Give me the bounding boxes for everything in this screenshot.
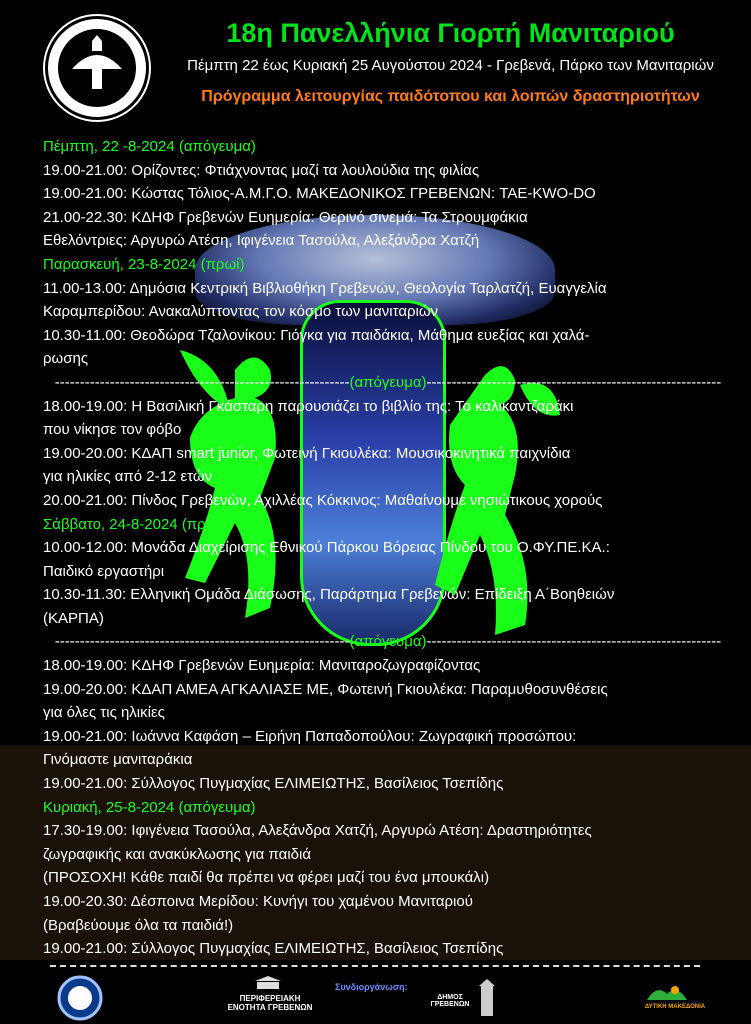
schedule-item: 21.00-22.30: ΚΔΗΦ Γρεβενών Ευημερία: Θερινό σινεμά: Τα Στρουμφάκια [43,208,528,226]
coorganization-label: Συνδιοργάνωση: [335,982,408,992]
schedule-item: 18.00-19.00: Η Βασιλική Γκάσταρη παρουσιάζει το βιβλίο της: Το καλικαντζαράκι [43,397,574,415]
schedule-item: 19.00-21.00: Ιωάννα Καφάση – Ειρήνη Παπαδοπούλου: Ζωγραφική προσώπου: [43,727,577,745]
schedule-item: 19.00-21.00: Ορίζοντες: Φτιάχνοντας μαζί τα λουλούδια της φιλίας [43,161,480,179]
schedule-item: 19.00-21.00: Σύλλογος Πυγμαχίας ΕΛΙΜΕΙΩΤΗΣ, Βασίλειος Τσεπίδης [43,940,504,958]
schedule-item: για ηλικίες από 2-12 ετών [43,468,213,486]
regional-building-icon [253,975,283,991]
separator-dashes: ----------------------------------------------------------- [54,373,350,391]
schedule-item: 17.30-19.00: Ιφιγένεια Τασούλα, Αλεξάνδρα Χατζή, Αργυρώ Ατέση: Δραστηριότητες [43,822,592,840]
schedule-item: 20.00-21.00: Πίνδος Γρεβενών, Αχιλλέας Κόκκινος: Μαθαίνουμε νησιώτικους χορούς [43,491,603,509]
schedule-item: Παιδικό εργαστήρι [43,562,165,580]
mushroom-emblem-icon [58,29,136,107]
schedule-item: 19.00-20.00: ΚΔΑΠ ΑΜΕΑ ΑΓΚΑΛΙΑΣΕ ΜΕ, Φωτεινή Γκιουλέκα: Παραμυθοσυνθέσεις [43,680,608,698]
schedule-item: 19.00-21.00: Κώστας Τόλιος-Α.Μ.Γ.Ο. ΜΑΚΕΔΟΝΙΚΟΣ ΓΡΕΒΕΝΩΝ: TAE-KWO-DO [43,185,596,203]
programme-heading: Πρόγραμμα λειτουργίας παιδότοπου και λοιπών δραστηριοτήτων [201,88,700,105]
page-header [0,0,751,130]
schedule-item: 19.00-21.00: Σύλλογος Πυγμαχίας ΕΛΙΜΕΙΩΤΗΣ, Βασίλειος Τσεπίδης [43,775,504,793]
west-macedonia-icon [645,984,689,1002]
separator-dashes: ----------------------------------------------------------- [426,373,722,391]
schedule-item: (ΠΡΟΣΟΧΗ! Κάθε παιδί θα πρέπει να φέρει μαζί του ένα μπουκάλι) [43,869,490,887]
event-dates-location: Πέμπτη 22 έως Κυριακή 25 Αυγούστου 2024 - Γρεβενά, Πάρκο των Μανιταριών [187,57,714,74]
municipality-label: ΔΗΜΟΣ ΓΡΕΒΕΝΩΝ [430,994,470,1008]
day-heading: Πέμπτη, 22 -8-2024 (απόγευμα) [43,138,256,155]
schedule-item: (Βραβεύουμε όλα τα παιδιά!) [43,916,234,934]
schedule-item: 18.00-19.00: ΚΔΗΦ Γρεβενών Ευημερία: Μανιταροζωγραφίζοντας [43,657,481,675]
day-heading: Σάββατο, 24-8-2024 (πρωί) [43,515,226,533]
west-macedonia-label: ΔΥΤΙΚΗ ΜΑΚΕΔΟΝΙΑ [644,1004,706,1010]
schedule-item: ζωγραφικής και ανακύκλωσης για παιδιά [43,845,312,863]
section-separator [43,371,733,395]
society-emblem-icon [55,975,105,1021]
separator-label: (απόγευμα) [349,373,427,391]
schedule-item: που νίκησε τον φόβο [43,421,182,439]
schedule-list [43,135,748,961]
schedule-item: Καραμπερίδου: Ανακαλύπτοντας τον κόσμο των μανιταριών [43,303,439,321]
schedule-item: Εθελόντριες: Αργυρώ Ατέση, Ιφιγένεια Τασούλα, Αλεξάνδρα Χατζή [43,232,480,250]
day-heading: Κυριακή, 25-8-2024 (απόγευμα) [43,798,256,816]
regional-unit-label: ΠΕΡΙΦΕΡΕΙΑΚΗ ΕΝΟΤΗΤΑ ΓΡΕΒΕΝΩΝ [227,994,313,1012]
section-separator [43,630,733,654]
separator-dashes: ----------------------------------------------------------- [54,633,350,651]
separator-dashes: ----------------------------------------------------------- [426,633,722,651]
day-heading: Παρασκευή, 23-8-2024 (πρωί) [43,255,245,273]
schedule-item: ρωσης [43,350,89,368]
page-title: 18η Πανελλήνια Γιορτή Μανιταριού [226,18,675,48]
schedule-item: Γινόμαστε μανιταράκια [43,751,193,769]
footer-divider [50,965,700,967]
schedule-item: 11.00-13.00: Δημόσια Κεντρική Βιβλιοθήκη Γρεβενών, Θεολογία Ταρλατζή, Ευαγγελία [43,279,607,297]
schedule-item: 19.00-20.00: ΚΔΑΠ smart junior, Φωτεινή Γκιουλέκα: Μουσικοκινητικά παιχνίδια [43,444,571,462]
schedule-item: 10.00-12.00: Μονάδα Διαχείρισης Εθνικού Πάρκου Βόρειας Πίνδου του Ο.ΦΥ.ΠΕ.ΚΑ.: [43,539,610,557]
schedule-item: 10.30-11.00: Θεοδώρα Τζαλονίκου: Γιόγκα για παιδάκια, Μάθημα ευεξίας και χαλά- [43,326,590,344]
schedule-item: (ΚΑΡΠΑ) [43,609,104,627]
greek-mushroom-society-logo [45,16,149,120]
schedule-item: για όλες τις ηλικίες [43,704,165,722]
separator-label: (απόγευμα) [349,633,427,651]
schedule-item: 19.00-20.30: Δέσποινα Μερίδου: Κυνήγι του χαμένου Μανιταριού [43,893,473,910]
schedule-item: 10.30-11.30: Ελληνική Ομάδα Διάσωσης, Παράρτημα Γρεβενών: Επίδειξη Α΄Βοηθειών [43,586,615,604]
